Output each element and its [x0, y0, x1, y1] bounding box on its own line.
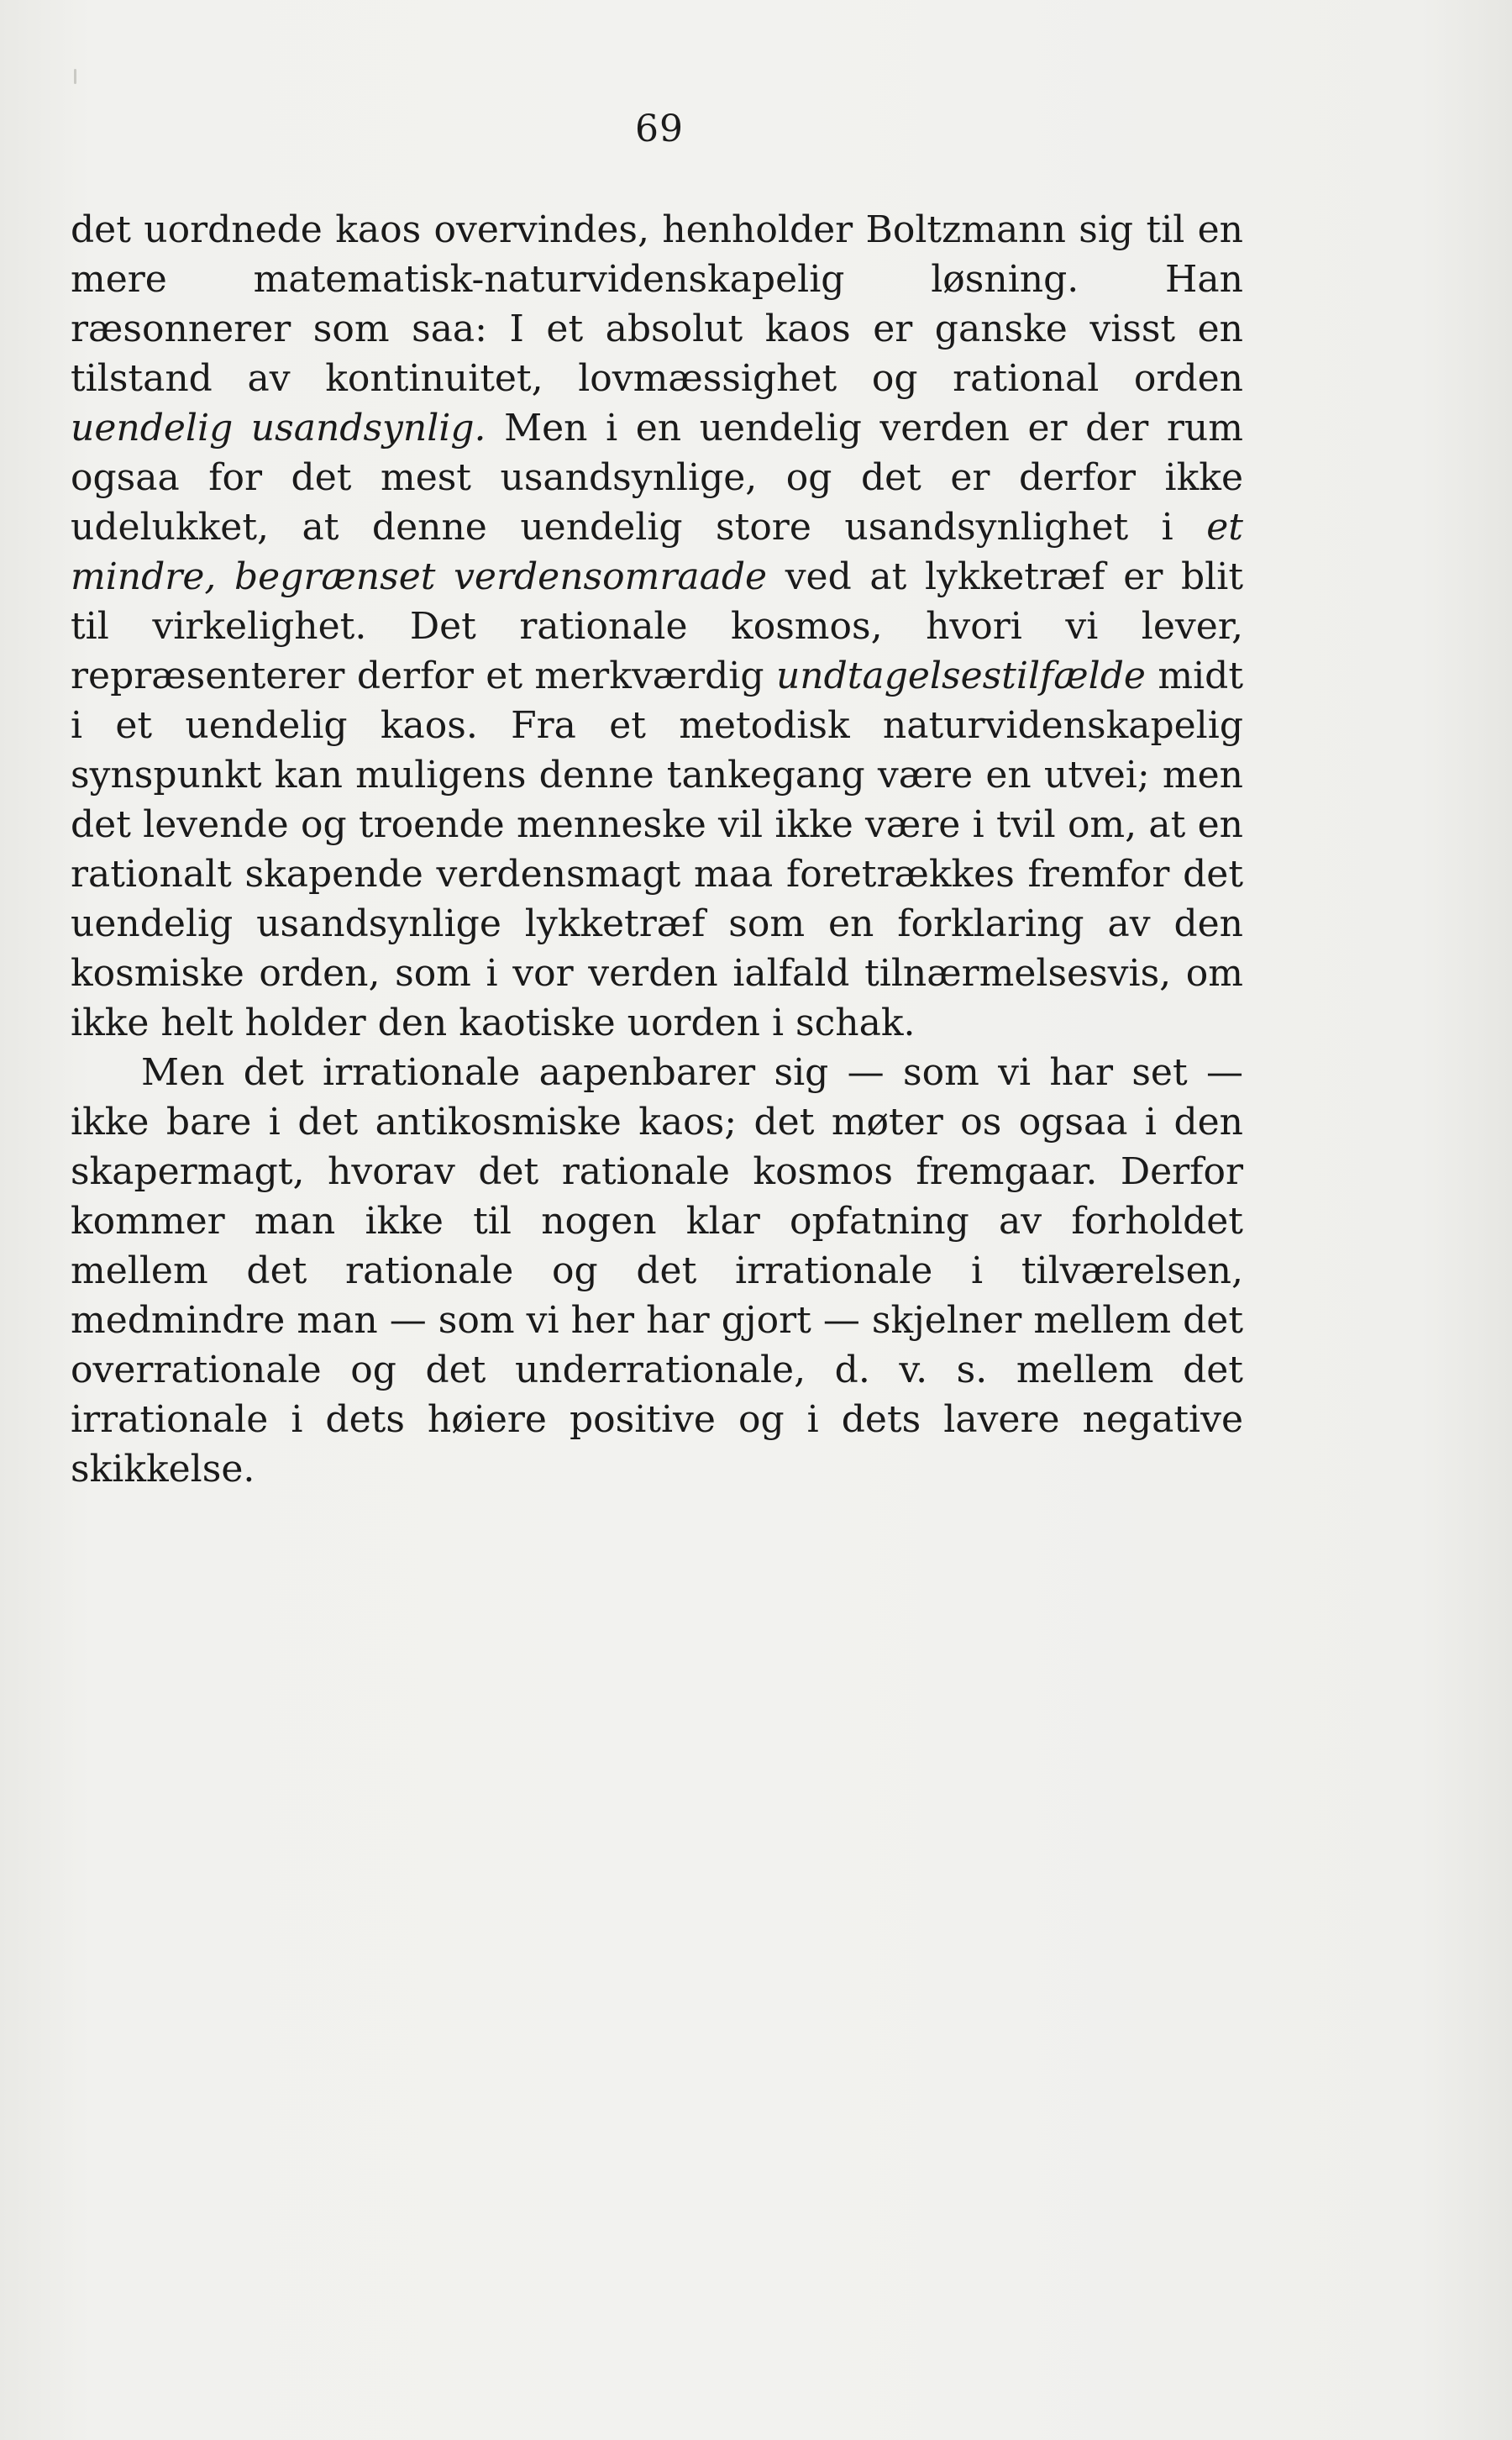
italic-segment: et mindre, begrænset verdensomraade — [71, 506, 1243, 598]
paragraph-1 — [71, 205, 1243, 1048]
text-segment: ved at lykketræf er blit til virkelighet. Det rationale kosmos, hvori vi lever, repræsenterer derfor et merkværdig — [71, 555, 1244, 697]
text-segment: det uordnede kaos overvindes, henholder Boltzmann sig til en mere matematisk-naturvidenskapelig løsning. Han ræsonnerer som saa: I et absolut kaos er ganske visst en tilstand av kontinuitet, lovmæssighet og rational orden — [71, 208, 1243, 400]
body-text — [71, 205, 1243, 1494]
text-segment: midt i et uendelig kaos. Fra et metodisk naturvidenskapelig synspunkt kan muligens denne tankegang være en utvei; men det levende og troende menneske vil ikke være i tvil om, at en rationalt skapende verdensmagt maa foretrækkes fremfor det uendelig usandsynlige lykketræf som en forklaring av den kosmiske orden, som i vor verden ialfald tilnærmelsesvis, om ikke helt holder den kaotiske uorden i schak. — [71, 655, 1243, 1044]
text-segment: Men i en uendelig verden er der rum ogsaa for det mest usandsynlige, og det er derfor ikke udelukket, at denne uendelig store usandsynlighet i — [71, 407, 1243, 549]
text-segment: Men det irrationale aapenbarer sig — som vi har set — ikke bare i det antikosmiske kaos; det møter os ogsaa i den skapermagt, hvorav det rationale kosmos fremgaar. Derfor kommer man ikke til nogen klar opfatning av forholdet mellem det rationale og det irrationale i tilværelsen, medmindre man — som vi her har gjort — skjelner mellem det overrationale og det underrationale, d. v. s. mellem det irrationale i dets høiere positive og i dets lavere negative skikkelse. — [71, 1051, 1243, 1491]
page-number: 69 — [635, 108, 684, 150]
italic-segment: undtagelsestilfælde — [775, 655, 1146, 697]
italic-segment: uendelig usandsynlig. — [71, 407, 486, 450]
paragraph-2 — [71, 1048, 1243, 1494]
paper-mark — [74, 69, 76, 84]
